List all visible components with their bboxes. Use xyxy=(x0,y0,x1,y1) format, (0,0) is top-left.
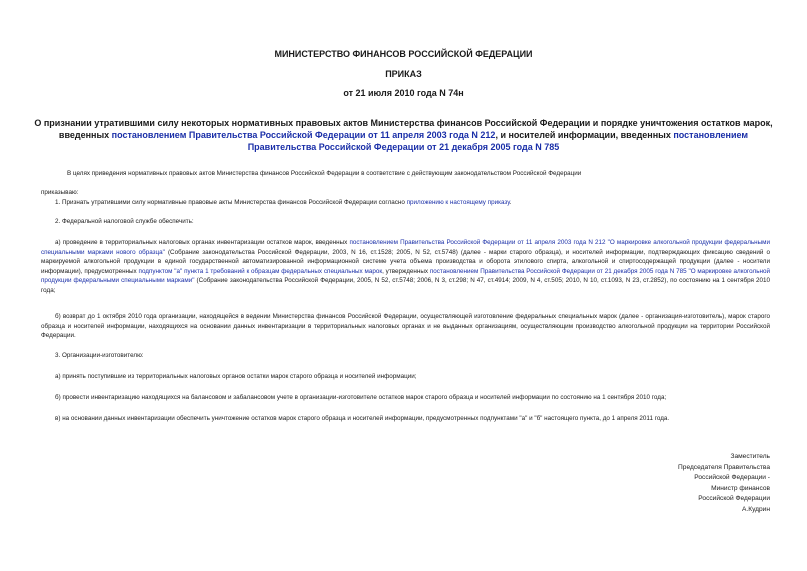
paragraph-1-text: 1. Признать утратившими силу нормативные правовые акты Министерства финансов Российской Федерации согласно xyxy=(55,199,407,206)
order-word: приказываю: xyxy=(41,189,79,196)
paragraph-2a xyxy=(41,238,770,296)
signature-line: Председателя Правительства xyxy=(678,463,770,471)
ministry-heading: МИНИСТЕРСТВО ФИНАНСОВ РОССИЙСКОЙ ФЕДЕРАЦИИ xyxy=(274,49,533,59)
paragraph-3c: в) на основании данных инвентаризации обеспечить уничтожение остатков марок старого образца и носителей информации, предусмотренных подпунктами "а" и "б" настоящего пункта, до 1 апреля 2011 года. xyxy=(55,415,670,422)
paragraph-2b: б) возврат до 1 октября 2010 года организации, находящейся в ведении Министерства финансов Российской Федерации, осуществляющей изготовление федеральных специальных марок (далее - организация-изготовитель), марок старого образца и носителей информации, находящихся на основании данных инвентаризации в территориальных налоговых органах и не выданных организациям, осуществляющим производство алкогольной продукции на территории Российской Федерации. xyxy=(41,313,770,340)
paragraph-3b: б) провести инвентаризацию находящихся на балансовом и забалансовом учете в организации-изготовителе остатков марок старого образца и носителей информации по состоянию на 1 сентября 2010 года; xyxy=(55,394,667,401)
document-title xyxy=(30,117,777,153)
link-decree-212-full[interactable]: постановлением Правительства Российской Федерации от 11 апреля 2003 года N 212 "О маркировке алкогольной продукции федеральными специальными марками нового образца" xyxy=(41,239,770,256)
paragraph-2: 2. Федеральной налоговой службе обеспечить: xyxy=(55,218,194,225)
title-text: О признании утратившими силу некоторых нормативных правовых актов Министерства финансов Российской Федерации и порядке уничтожения остатков марок, введенных xyxy=(34,118,773,140)
link-decree-785-full[interactable]: постановлением Правительства Российской Федерации от 21 декабря 2005 года N 785 "О маркировке алкогольной продукции федеральными специальными марками" xyxy=(41,267,770,285)
signer-name: А.Кудрин xyxy=(742,505,770,513)
signature-line: Министр финансов xyxy=(711,484,770,492)
paragraph-3: 3. Организации-изготовителю: xyxy=(55,352,144,359)
signature-block xyxy=(678,452,770,516)
intro-paragraph: В целях приведения нормативных правовых актов Министерства финансов Российской Федерации в соответствие с действующим законодательством Российской Федерации xyxy=(67,170,582,177)
signature-line: Российской Федерации xyxy=(698,495,770,503)
title-text: , и носителей информации, введенных xyxy=(495,130,674,140)
title-link-decree-785[interactable]: постановлением Правительства Российской Федерации от 21 декабря 2005 года N 785 xyxy=(247,130,749,152)
paragraph-1 xyxy=(55,198,785,208)
signature-line: Российской Федерации - xyxy=(694,474,770,482)
paragraph-1-end: . xyxy=(509,199,512,206)
doc-type-heading: ПРИКАЗ xyxy=(385,69,422,79)
title-link-decree-212[interactable]: постановлением Правительства Российской Федерации от 11 апреля 2003 года N 212 xyxy=(111,130,496,140)
doc-date: от 21 июля 2010 года N 74н xyxy=(343,88,464,98)
paragraph-2a-text: (Собрание законодательства Российской Федерации, 2005, N 52, ст.5748; 2006, N 3, ст.298; N 47, ст.4914; 2009, N 4, ст.505; 2010, N 10, ст.1093, N 23, ст.2852), по состоянию на 1 сентября 2010 года; xyxy=(41,277,771,294)
paragraph-2a-text: (Собрание законодательства Российской Федерации, 2003, N 16, ст.1528; 2005, N 52, ст.5748) (далее - марки старого образца), и носителей информации, подтверждающих фиксацию сведений о маркируемой алкогольной продукции в единой государственной автоматизированной информационной системе учета объема производства и оборота этилового спирта, алкогольной и спиртосодержащей продукции (далее - носители информации), предусмотренных xyxy=(41,248,770,275)
paragraph-2a-text: , утвержденных xyxy=(382,267,430,275)
link-requirements-subparagraph[interactable]: подпунктом "а" пункта 1 требований к образцам федеральных специальных марок xyxy=(138,267,383,275)
signature-line: Заместитель xyxy=(730,453,770,460)
paragraph-3a: а) принять поступившие из территориальных налоговых органов остатки марок старого образца и носителей информации; xyxy=(55,373,417,380)
appendix-link[interactable]: приложению к настоящему приказу xyxy=(406,199,510,206)
paragraph-2a-text: а) проведение в территориальных налоговых органах инвентаризации остатков марок, введенных xyxy=(55,239,350,246)
